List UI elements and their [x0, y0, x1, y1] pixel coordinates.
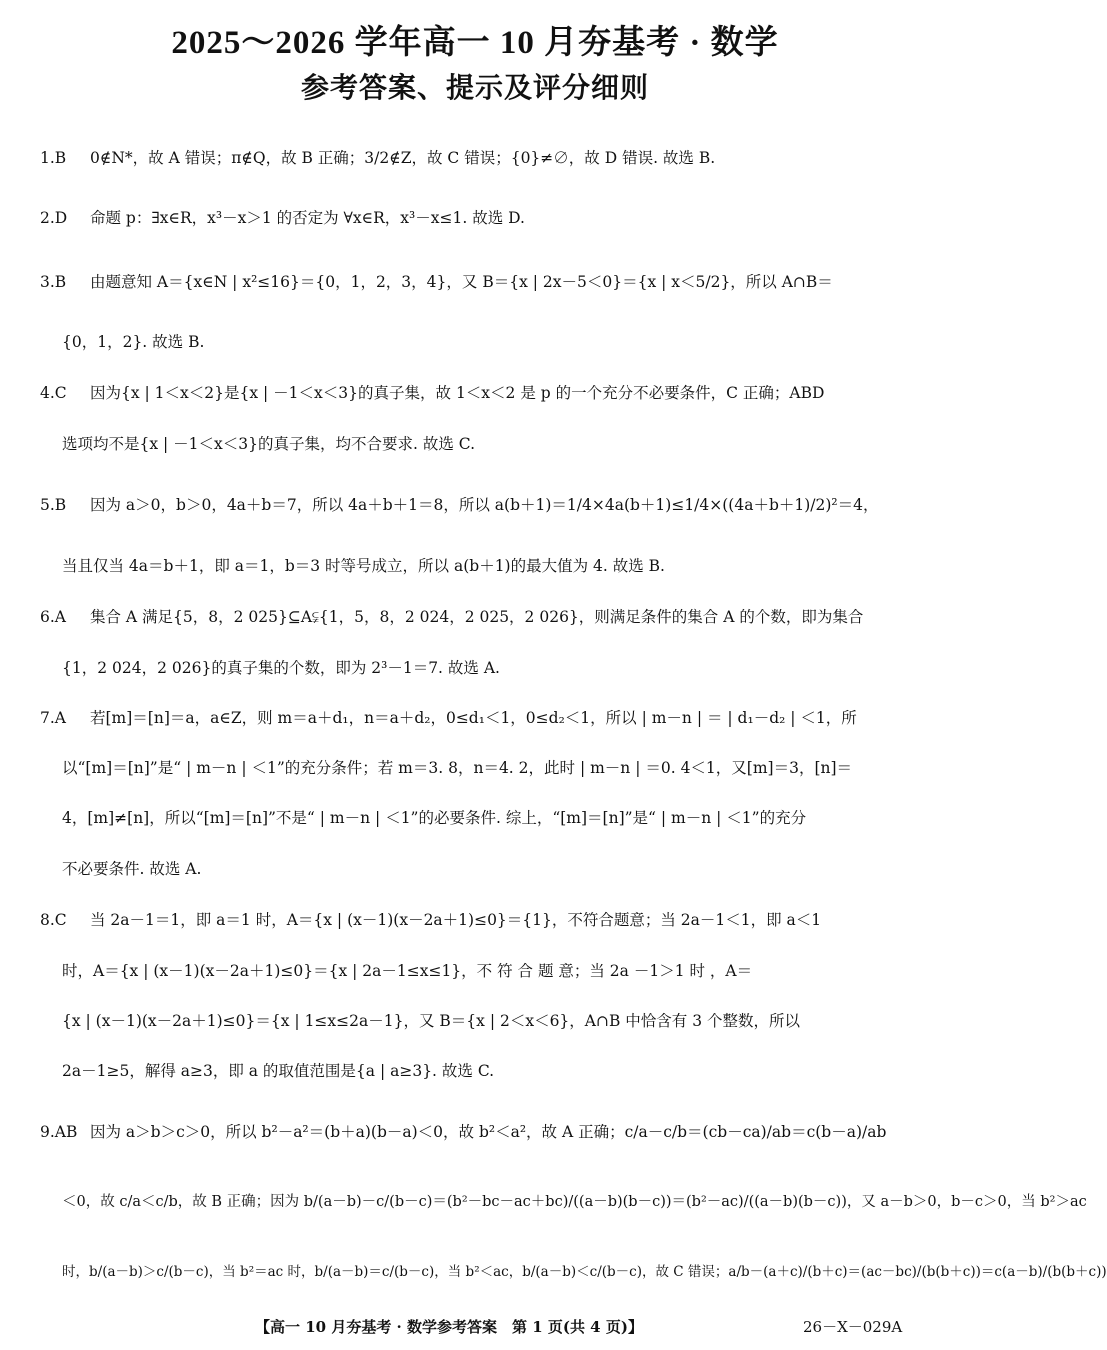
- footer-code: 26－X－029A: [803, 1318, 903, 1336]
- answer-number: 7.A: [40, 709, 66, 727]
- answer-7-cont: 4，[m]≠[n]，所以“[m]＝[n]”不是“ | m－n | ＜1”的必要条件. 综上，“[m]＝[n]”是“ | m－n | ＜1”的充分: [62, 809, 807, 827]
- answer-4-cont: 选项均不是{x | －1＜x＜3}的真子集，均不合要求. 故选 C.: [62, 435, 476, 453]
- answer-8-cont: 时，A＝{x | (x－1)(x－2a＋1)≤0}＝{x | 2a－1≤x≤1}，不 符 合 题 意；当 2a －1＞1 时 ，A＝: [62, 962, 753, 980]
- answer-6-cont: {1，2 024，2 026}的真子集的个数，即为 2³－1＝7. 故选 A.: [62, 659, 500, 677]
- answer-7-cont: 以“[m]＝[n]”是“ | m－n | ＜1”的充分条件；若 m＝3. 8，n＝4. 2，此时 | m－n | ＝0. 4＜1，又[m]＝3，[n]＝: [62, 759, 853, 777]
- answer-9-cont: 时，b/(a－b)＞c/(b－c)，当 b²＝ac 时，b/(a－b)＝c/(b－c)，当 b²＜ac，b/(a－b)＜c/(b－c)，故 C 错误；a/b－(a＋c)/(b＋c)＝(ac－bc)/(b(b＋c))＝c(a－b)/(b(b＋c)): [62, 1264, 1107, 1280]
- answer-text: 命题 p：∃x∈R，x³－x＞1 的否定为 ∀x∈R，x³－x≤1. 故选 D.: [90, 209, 525, 227]
- answer-6: [40, 607, 910, 627]
- answer-number: 5.B: [40, 496, 67, 514]
- answer-number: 6.A: [40, 608, 66, 626]
- answer-7: [40, 708, 910, 728]
- answer-text: 0∉N*，故 A 错误；π∉Q，故 B 正确；3/2∉Z，故 C 错误；{0}≠∅，故 D 错误. 故选 B.: [90, 149, 716, 167]
- answer-5-cont: 当且仅当 4a＝b＋1，即 a＝1，b＝3 时等号成立，所以 a(b＋1)的最大值为 4. 故选 B.: [62, 557, 665, 575]
- answer-5: [40, 495, 910, 515]
- footer-label: 【高一 10 月夯基考 · 数学参考答案 第 1 页(共 4 页)】: [255, 1318, 643, 1336]
- answer-number: 8.C: [40, 911, 67, 929]
- answer-9-cont: ＜0，故 c/a＜c/b，故 B 正确；因为 b/(a－b)－c/(b－c)＝(b²－bc－ac＋bc)/((a－b)(b－c))＝(b²－ac)/((a－b)(b－c))，又 a－b＞0，b－c＞0，当 b²＞ac: [62, 1194, 1087, 1210]
- answer-text: 因为 a＞b＞c＞0，所以 b²－a²＝(b＋a)(b－a)＜0，故 b²＜a²，故 A 正确；c/a－c/b＝(cb－ca)/ab＝c(b－a)/ab: [90, 1123, 887, 1141]
- answer-number: 9.AB: [40, 1123, 78, 1141]
- answer-text: 由题意知 A＝{x∈N | x²≤16}＝{0，1，2，3，4}，又 B＝{x | 2x－5＜0}＝{x | x＜5/2}，所以 A∩B＝: [90, 273, 833, 291]
- answer-3: [40, 272, 910, 292]
- answer-text: 因为{x | 1＜x＜2}是{x | －1＜x＜3}的真子集，故 1＜x＜2 是 p 的一个充分不必要条件，C 正确；ABD: [90, 384, 825, 402]
- answer-3-cont: {0，1，2}. 故选 B.: [62, 333, 205, 351]
- answer-number: 3.B: [40, 273, 67, 291]
- answer-7-cont: 不必要条件. 故选 A.: [62, 860, 202, 878]
- answer-1: [40, 148, 910, 168]
- answer-text: 集合 A 满足{5，8，2 025}⊆A⫋{1，5，8，2 024，2 025，2 026}，则满足条件的集合 A 的个数，即为集合: [90, 608, 864, 626]
- answer-8-cont: 2a－1≥5，解得 a≥3，即 a 的取值范围是{a | a≥3}. 故选 C.: [62, 1062, 495, 1080]
- answer-8-cont: {x | (x－1)(x－2a＋1)≤0}＝{x | 1≤x≤2a－1}，又 B＝{x | 2＜x＜6}，A∩B 中恰含有 3 个整数，所以: [62, 1012, 801, 1030]
- page-title: 2025～2026 学年高一 10 月夯基考 · 数学: [171, 25, 779, 61]
- answer-8: [40, 910, 910, 930]
- answer-text: 若[m]＝[n]＝a，a∈Z，则 m＝a＋d₁，n＝a＋d₂，0≤d₁＜1，0≤d₂＜1，所以 | m－n | ＝ | d₁－d₂ | ＜1，所: [90, 709, 857, 727]
- answer-9: [40, 1122, 910, 1142]
- answer-2: [40, 208, 910, 228]
- answer-text: 因为 a＞0，b＞0，4a＋b＝7，所以 4a＋b＋1＝8，所以 a(b＋1)＝1/4×4a(b＋1)≤1/4×((4a＋b＋1)/2)²＝4，: [90, 496, 879, 514]
- answer-number: 2.D: [40, 209, 68, 227]
- answer-text: 当 2a－1＝1，即 a＝1 时，A＝{x | (x－1)(x－2a＋1)≤0}＝{1}，不符合题意；当 2a－1＜1，即 a＜1: [90, 911, 822, 929]
- page-subtitle: 参考答案、提示及评分细则: [300, 73, 649, 104]
- answer-number: 1.B: [40, 149, 67, 167]
- answer-4: [40, 383, 910, 403]
- answer-number: 4.C: [40, 384, 67, 402]
